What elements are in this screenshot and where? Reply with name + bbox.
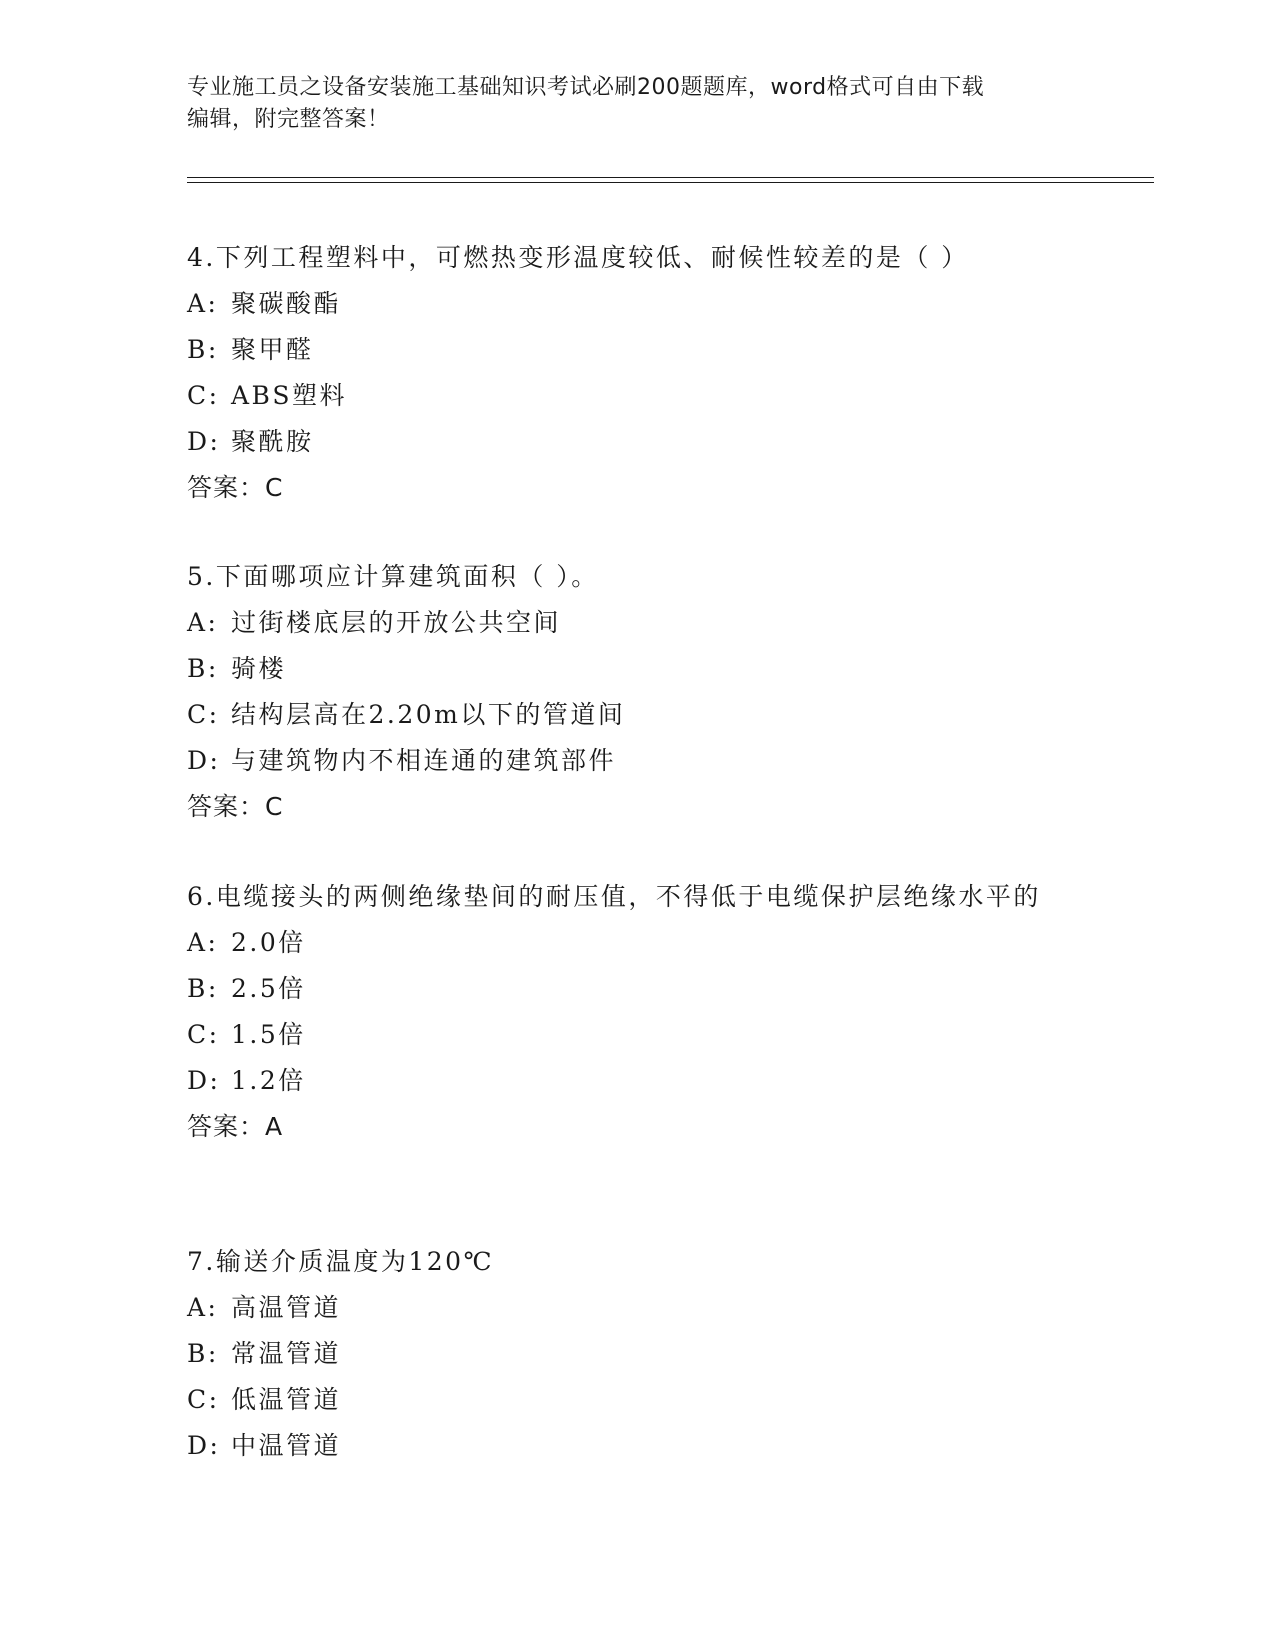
- option-text: 结构层高在2.20m以下的管道间: [231, 700, 626, 729]
- option-text: 低温管道: [231, 1385, 342, 1414]
- option-d: [187, 738, 1067, 784]
- question-7: [187, 1237, 1067, 1469]
- option-b: [187, 1331, 1067, 1377]
- option-text: 1.2倍: [231, 1066, 306, 1095]
- option-text: 聚酰胺: [231, 427, 314, 456]
- option-letter: C:: [187, 381, 220, 410]
- option-c: [187, 1377, 1067, 1423]
- option-c: [187, 1012, 1067, 1058]
- option-letter: B:: [187, 654, 219, 683]
- option-text: 1.5倍: [231, 1020, 306, 1049]
- option-a: [187, 281, 1067, 327]
- option-text: 中温管道: [231, 1431, 342, 1460]
- option-text: 聚碳酸酯: [231, 289, 342, 318]
- option-c: [187, 692, 1067, 738]
- option-letter: A:: [187, 1293, 219, 1322]
- option-letter: A:: [187, 289, 219, 318]
- option-b: [187, 327, 1067, 373]
- option-d: [187, 1423, 1067, 1469]
- answer-line: 答案：C: [187, 473, 284, 502]
- option-text: 骑楼: [231, 654, 287, 683]
- document-header: [187, 72, 1067, 136]
- option-text: ABS塑料: [231, 381, 348, 410]
- option-d: [187, 1058, 1067, 1104]
- option-letter: B:: [187, 1339, 219, 1368]
- option-text: 常温管道: [231, 1339, 342, 1368]
- header-title-line-1: 专业施工员之设备安装施工基础知识考试必刷200题题库，word格式可自由下载: [187, 75, 985, 100]
- question-stem: 6.电缆接头的两侧绝缘垫间的耐压值，不得低于电缆保护层绝缘水平的: [187, 882, 1041, 911]
- option-letter: A:: [187, 608, 219, 637]
- option-letter: B:: [187, 974, 219, 1003]
- option-letter: A:: [187, 928, 219, 957]
- option-c: [187, 373, 1067, 419]
- answer-line: 答案：A: [187, 1112, 284, 1141]
- option-letter: C:: [187, 700, 220, 729]
- option-text: 过街楼底层的开放公共空间: [231, 608, 562, 637]
- option-a: [187, 1285, 1067, 1331]
- option-text: 2.0倍: [231, 928, 306, 957]
- question-stem: 7.输送介质温度为120℃: [187, 1247, 495, 1276]
- option-a: [187, 920, 1067, 966]
- header-divider-bottom: [187, 182, 1154, 183]
- option-letter: B:: [187, 335, 219, 364]
- option-a: [187, 600, 1067, 646]
- option-letter: D:: [187, 1431, 221, 1460]
- question-stem: 5.下面哪项应计算建筑面积（ ）。: [187, 562, 599, 591]
- option-letter: C:: [187, 1020, 220, 1049]
- option-text: 高温管道: [231, 1293, 342, 1322]
- option-text: 2.5倍: [231, 974, 306, 1003]
- option-d: [187, 419, 1067, 465]
- question-stem: 4.下列工程塑料中，可燃热变形温度较低、耐候性较差的是（ ）: [187, 243, 969, 272]
- answer-line: 答案：C: [187, 792, 284, 821]
- option-letter: C:: [187, 1385, 220, 1414]
- option-b: [187, 966, 1067, 1012]
- question-5: [187, 552, 1067, 830]
- option-letter: D:: [187, 427, 221, 456]
- question-6: [187, 872, 1067, 1150]
- option-text: 与建筑物内不相连通的建筑部件: [231, 746, 617, 775]
- question-4: [187, 233, 1067, 511]
- option-letter: D:: [187, 746, 221, 775]
- header-divider-top: [187, 177, 1154, 178]
- option-b: [187, 646, 1067, 692]
- option-text: 聚甲醛: [231, 335, 314, 364]
- option-letter: D:: [187, 1066, 221, 1095]
- header-title-line-2: 编辑，附完整答案！: [187, 107, 390, 132]
